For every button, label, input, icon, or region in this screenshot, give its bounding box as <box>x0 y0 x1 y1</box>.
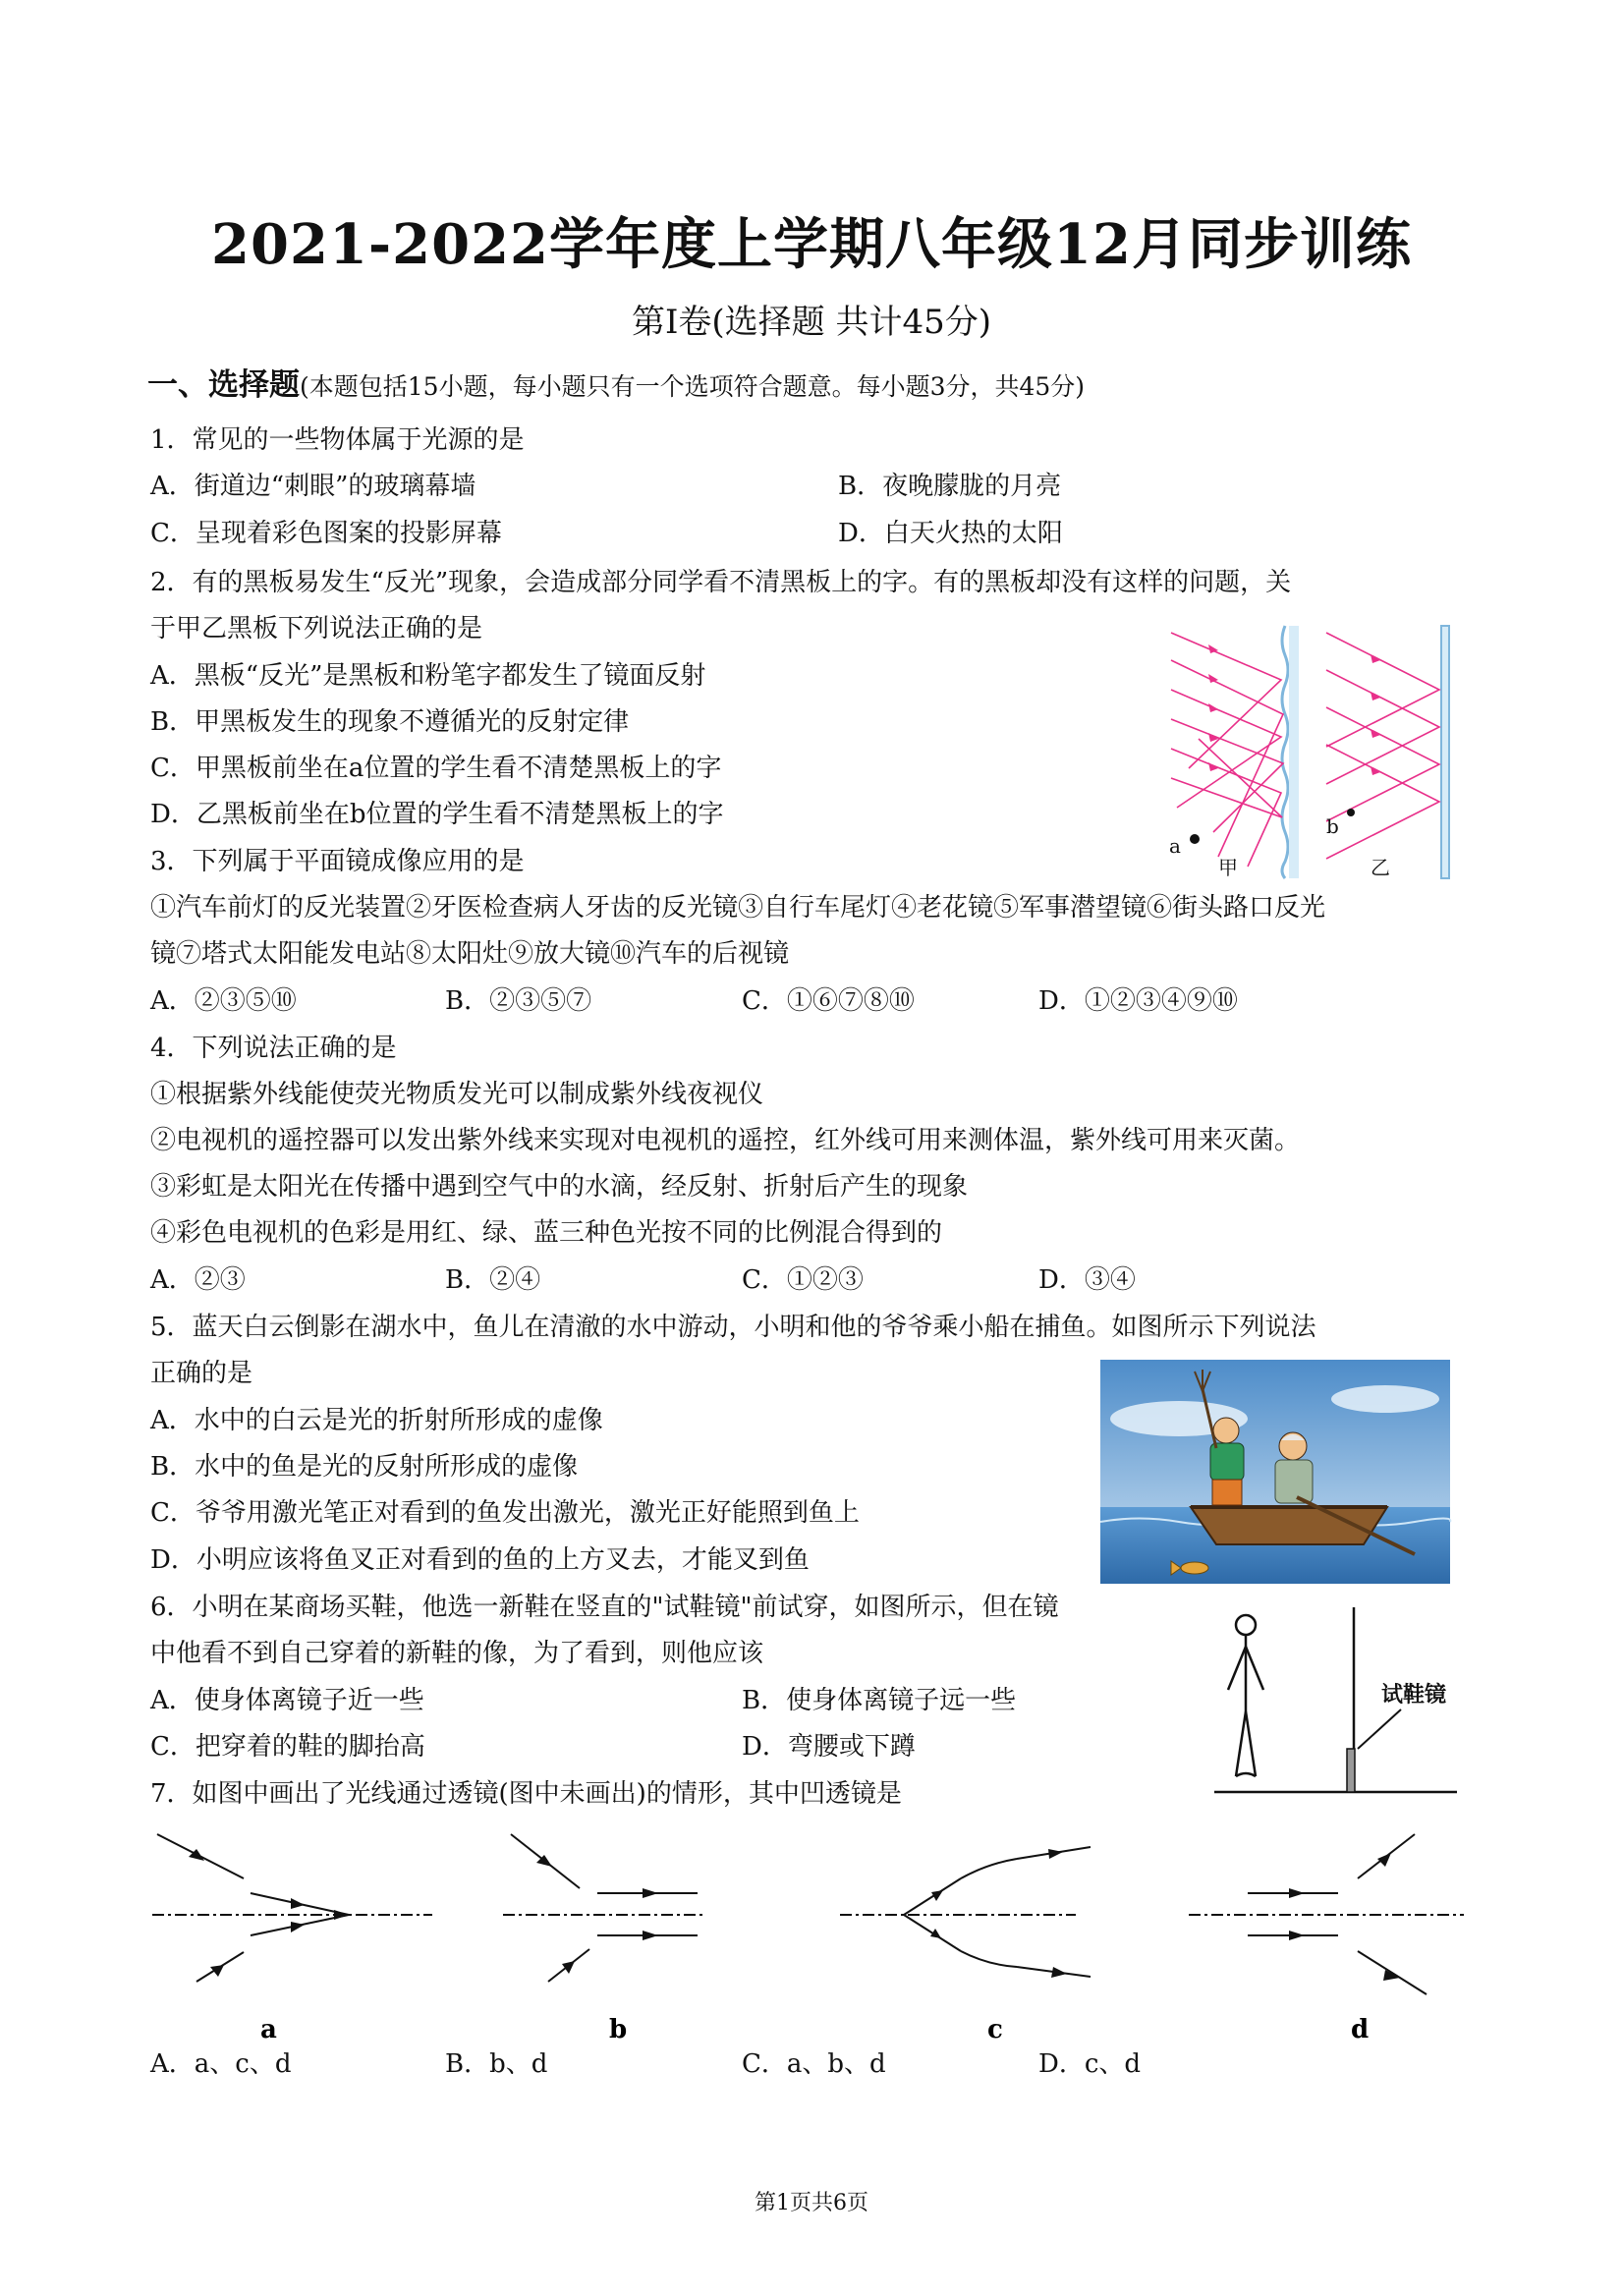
q7-option-d[interactable]: D．c、d <box>1038 2049 1142 2079</box>
rays-yi <box>1326 633 1439 859</box>
page-number: 第1页共6页 <box>755 2191 868 2215</box>
person-head <box>1236 1615 1256 1635</box>
q2-stem-line2: 于甲乙黑板下列说法正确的是 <box>150 614 483 644</box>
q4-option-c[interactable]: C．①②③ <box>742 1265 864 1295</box>
label-yi: 乙 <box>1371 856 1390 879</box>
q2-option-d[interactable]: D．乙黑板前坐在b位置的学生看不清楚黑板上的字 <box>150 800 724 829</box>
q4-stem: 4．下列说法正确的是 <box>150 1034 397 1063</box>
rays-jia <box>1171 633 1283 867</box>
q2-stem-line1: 2．有的黑板易发生“反光”现象，会造成部分同学看不清黑板上的字。有的黑板却没有这样的问题，关 <box>150 568 1292 597</box>
q1-option-d[interactable]: D．白天火热的太阳 <box>838 519 1063 548</box>
q3-items-line2: 镜⑦塔式太阳能发电站⑧太阳灶⑨放大镜⑩汽车的后视镜 <box>150 939 790 969</box>
section-heading-label: 一、选择题 <box>147 367 300 403</box>
fig-label-a: a <box>260 2015 277 2044</box>
q4-statement-3: ③彩虹是太阳光在传播中遇到空气中的水滴，经反射、折射后产生的现象 <box>150 1172 969 1202</box>
q3-stem: 3．下列属于平面镜成像应用的是 <box>150 847 525 876</box>
q3-option-d[interactable]: D．①②③④⑨⑩ <box>1038 986 1238 1016</box>
board-jia-surface <box>1282 626 1288 878</box>
label-jia: 甲 <box>1218 856 1238 879</box>
q4-statement-1: ①根据紫外线能使荧光物质发光可以制成紫外线夜视仪 <box>150 1080 764 1109</box>
q6-stem-line2: 中他看不到自己穿着的新鞋的像，为了看到，则他应该 <box>150 1639 764 1668</box>
q7-stem: 7．如图中画出了光线通过透镜(图中未画出)的情形，其中凹透镜是 <box>150 1779 902 1809</box>
lens-ray-figures <box>147 1820 1474 2050</box>
q4-option-b[interactable]: B．②④ <box>445 1265 541 1295</box>
label-b: b <box>1326 814 1339 838</box>
q1-option-a[interactable]: A．街道边“刺眼”的玻璃幕墙 <box>150 472 476 501</box>
position-a-dot <box>1190 834 1200 844</box>
q2-option-a[interactable]: A．黑板“反光”是黑板和粉笔字都发生了镜面反射 <box>150 661 706 691</box>
q1-option-c[interactable]: C．呈现着彩色图案的投影屏幕 <box>150 519 502 548</box>
q3-option-b[interactable]: B．②③⑤⑦ <box>445 986 592 1016</box>
q5-option-c[interactable]: C．爷爷用激光笔正对看到的鱼发出激光，激光正好能照到鱼上 <box>150 1498 860 1528</box>
fig-label-b: b <box>609 2015 628 2044</box>
section-note: (本题包括15小题，每小题只有一个选项符合题意。每小题3分，共45分) <box>300 372 1086 401</box>
shoe-mirror <box>1347 1749 1355 1792</box>
blackboard-reflection-figure <box>1159 621 1464 881</box>
q3-option-a[interactable]: A．②③⑤⑩ <box>150 986 297 1016</box>
q1-stem: 1．常见的一些物体属于光源的是 <box>150 425 525 455</box>
q4-statement-2: ②电视机的遥控器可以发出紫外线来实现对电视机的遥控，红外线可用来测体温，紫外线可用来灭菌。 <box>150 1126 1301 1155</box>
q5-option-d[interactable]: D．小明应该将鱼叉正对看到的鱼的上方叉去，才能叉到鱼 <box>150 1545 810 1575</box>
q7-option-c[interactable]: C．a、b、d <box>742 2049 886 2079</box>
fig-label-d: d <box>1351 2015 1370 2044</box>
q5-option-a[interactable]: A．水中的白云是光的折射所形成的虚像 <box>150 1406 603 1435</box>
q4-statement-4: ④彩色电视机的色彩是用红、绿、蓝三种色光按不同的比例混合得到的 <box>150 1218 943 1248</box>
q6-stem-line1: 6．小明在某商场买鞋，他选一新鞋在竖直的"试鞋镜"前试穿，如图所示，但在镜 <box>150 1593 1059 1622</box>
page-title: 2021-2022学年度上学期八年级12月同步训练 <box>211 212 1412 277</box>
shoe-mirror-figure <box>1206 1603 1472 1800</box>
page-subtitle: 第Ⅰ卷(选择题 共计45分) <box>631 303 992 342</box>
q4-option-d[interactable]: D．③④ <box>1038 1265 1136 1295</box>
fig-label-c: c <box>987 2015 1003 2044</box>
q6-option-d[interactable]: D．弯腰或下蹲 <box>742 1732 916 1762</box>
q7-option-a[interactable]: A．a、c、d <box>150 2049 292 2079</box>
position-b-dot <box>1347 809 1355 816</box>
label-a: a <box>1169 834 1181 858</box>
q6-option-a[interactable]: A．使身体离镜子近一些 <box>150 1686 424 1715</box>
q2-option-c[interactable]: C．甲黑板前坐在a位置的学生看不清楚黑板上的字 <box>150 754 722 783</box>
q6-option-b[interactable]: B．使身体离镜子远一些 <box>742 1686 1017 1715</box>
q5-stem-line2: 正确的是 <box>150 1359 253 1388</box>
q6-option-c[interactable]: C．把穿着的鞋的脚抬高 <box>150 1732 425 1762</box>
q5-stem-line1: 5．蓝天白云倒影在湖水中，鱼儿在清澈的水中游动，小明和他的爷爷乘小船在捕鱼。如图所示下列说法 <box>150 1313 1316 1342</box>
q5-option-b[interactable]: B．水中的鱼是光的反射所形成的虚像 <box>150 1452 579 1482</box>
mirror-label: 试鞋镜 <box>1381 1682 1447 1708</box>
q3-option-c[interactable]: C．①⑥⑦⑧⑩ <box>742 986 915 1016</box>
q1-option-b[interactable]: B．夜晚朦胧的月亮 <box>838 472 1062 501</box>
q2-option-b[interactable]: B．甲黑板发生的现象不遵循光的反射定律 <box>150 707 630 737</box>
q4-option-a[interactable]: A．②③ <box>150 1265 246 1295</box>
q3-items-line1: ①汽车前灯的反光装置②牙医检查病人牙齿的反光镜③自行车尾灯④老花镜⑤军事潜望镜⑥街头路口反光 <box>150 893 1326 923</box>
fishing-boat-illustration <box>1100 1360 1450 1584</box>
q7-option-b[interactable]: B．b、d <box>445 2049 548 2079</box>
section-heading <box>147 360 1085 404</box>
